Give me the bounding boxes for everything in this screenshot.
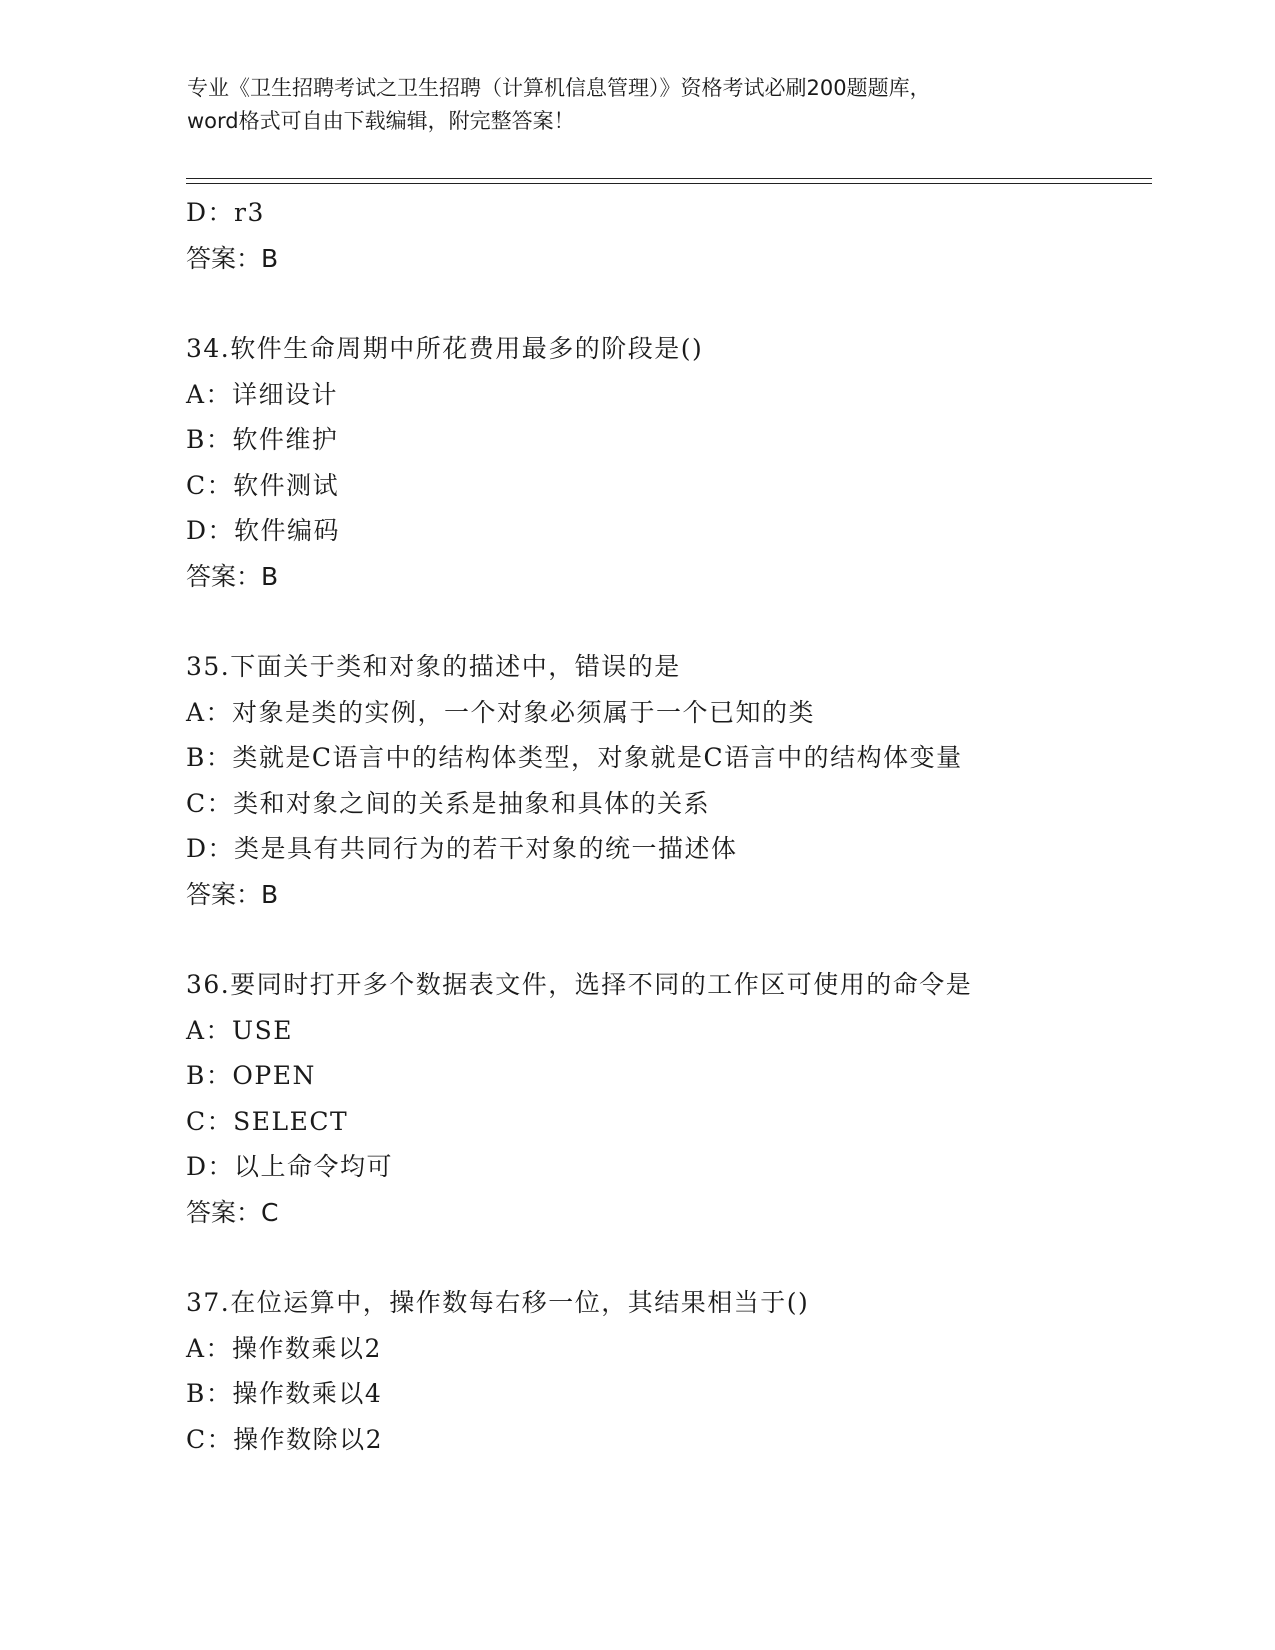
option-b: B：软件维护 (186, 425, 339, 454)
option-a: A：操作数乘以2 (186, 1333, 382, 1363)
option-d: D：r3 (186, 198, 265, 227)
header-divider-bottom (186, 183, 1152, 184)
answer-line: 答案：B (186, 879, 279, 909)
answer-line: 答案：B (186, 243, 279, 273)
option-c: C：SELECT (186, 1106, 349, 1136)
header-title-line-1: 专业《卫生招聘考试之卫生招聘（计算机信息管理）》资格考试必刷200题题库， (187, 76, 931, 100)
option-a: A：USE (186, 1015, 293, 1045)
question-36 (186, 962, 1146, 1235)
option-b: B：OPEN (186, 1061, 316, 1090)
question-stem: 37.在位运算中，操作数每右移一位，其结果相当于() (186, 1288, 810, 1317)
question-34 (186, 326, 1146, 599)
option-b: B：类就是C语言中的结构体类型，对象就是C语言中的结构体变量 (186, 743, 963, 772)
question-list (186, 190, 1146, 1462)
option-c: C：软件测试 (186, 470, 340, 500)
question-spacer (186, 1235, 1146, 1280)
header-divider-top (186, 178, 1152, 179)
option-d: D：以上命令均可 (186, 1152, 394, 1181)
carryover-question (186, 190, 1146, 281)
question-spacer (186, 281, 1146, 326)
question-37 (186, 1280, 1146, 1462)
answer-line: 答案：C (186, 1197, 279, 1227)
option-c: C：类和对象之间的关系是抽象和具体的关系 (186, 788, 711, 818)
page-header (187, 72, 1087, 138)
question-stem: 36.要同时打开多个数据表文件，选择不同的工作区可使用的命令是 (186, 970, 973, 999)
question-35 (186, 644, 1146, 917)
option-b: B：操作数乘以4 (186, 1379, 383, 1408)
option-c: C：操作数除以2 (186, 1424, 384, 1454)
option-d: D：类是具有共同行为的若干对象的统一描述体 (186, 834, 738, 863)
question-spacer (186, 917, 1146, 962)
option-a: A：详细设计 (186, 379, 339, 409)
question-stem: 35.下面关于类和对象的描述中，错误的是 (186, 652, 681, 681)
question-spacer (186, 599, 1146, 644)
question-stem: 34.软件生命周期中所花费用最多的阶段是() (186, 334, 704, 363)
header-title-line-2: word格式可自由下载编辑，附完整答案！ (187, 109, 575, 133)
option-a: A：对象是类的实例，一个对象必须属于一个已知的类 (186, 697, 816, 727)
option-d: D：软件编码 (186, 516, 341, 545)
answer-line: 答案：B (186, 561, 279, 591)
